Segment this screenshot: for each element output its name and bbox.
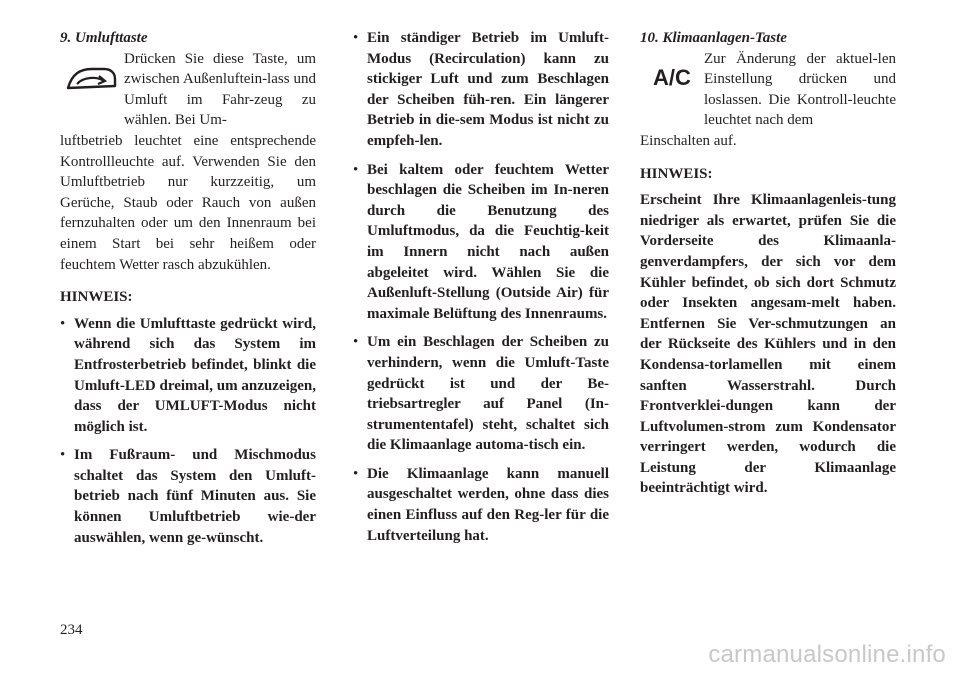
note-list-continued bbox=[353, 28, 609, 546]
column-left bbox=[60, 28, 316, 556]
list-item: • Um ein Beschlagen der Scheiben zu verhindern, wenn die Umluft-Taste gedrückt ist und der Be-triebsartregler auf Panel (In-strumententafel) steht, schaltet sich die Klimaanlage automa-tisch ein. bbox=[353, 332, 609, 456]
watermark: carmanualsonline.info bbox=[708, 641, 946, 668]
note-label: HINWEIS: bbox=[640, 165, 713, 182]
recirculation-icon bbox=[60, 53, 124, 105]
list-item: • Die Klimaanlage kann manuell ausgeschaltet werden, ohne dass dies einen Einfluss auf den Reg-ler für die Luftverteilung hat. bbox=[353, 464, 609, 546]
section-heading-recirculation: 9. Umlufttaste bbox=[60, 30, 148, 46]
ac-icon bbox=[640, 53, 704, 105]
list-item: • Ein ständiger Betrieb im Umluft-Modus (Recirculation) kann zu stickiger Luft und zum Beschlagen der Scheiben füh-ren. Ein längerer Betrieb in die-sem Modus ist nicht zu empfeh-len. bbox=[353, 28, 609, 152]
section-heading-ac: 10. Klimaanlagen-Taste bbox=[640, 30, 787, 46]
column-right bbox=[640, 28, 896, 499]
recirculation-intro-text: Drücken Sie diese Taste, um zwischen Außenluftein-lass und Umluft im Fahr-zeug zu wählen. Bei Um- bbox=[124, 50, 316, 129]
recirculation-description: luftbetrieb leuchtet eine entsprechende Kontrollleuchte auf. Verwenden Sie den Umluftbetrieb nur kurzzeitig, um Gerüche, Staub oder Rauch von außen fernzuhalten oder um den Innenraum bei einem Start bei sehr heißem oder feuchtem Wetter rasch abzukühlen. bbox=[60, 132, 316, 273]
list-item: • Wenn die Umlufttaste gedrückt wird, während sich das System im Entfrosterbetrieb befindet, blinkt die Umluft-LED dreimal, um anzuzeigen, dass der UMLUFT-Modus nicht möglich ist. bbox=[60, 314, 316, 438]
note-label: HINWEIS: bbox=[60, 289, 133, 306]
ac-intro-text: Zur Änderung der aktuel-len Einstellung drücken und loslassen. Die Kontroll-leuchte leuchtet nach dem bbox=[704, 50, 896, 129]
list-item: • Bei kaltem oder feuchtem Wetter beschlagen die Scheiben im In-neren durch die Benutzung des Umluftmodus, da die Feuchtig-keit im Innern nicht nach außen abgeleitet wird. Wählen Sie die Außenluft-Stellung (Outside Air) für maximale Belüftung des Innenraums. bbox=[353, 160, 609, 325]
ac-intro bbox=[640, 49, 896, 131]
recirculation-intro bbox=[60, 49, 316, 131]
ac-icon-label: A/C bbox=[653, 65, 691, 91]
ac-note-text: Erscheint Ihre Klimaanlagenleis-tung niedriger als erwartet, prüfen Sie die Vorderseite des Klimaanla-genverdampfers, der sich vor dem Kühler befindet, ob sich dort Schmutz oder Insekten angesam-melt haben. Entfernen Sie Ver-schmutzungen an der Rückseite des Kühlers und in den Kondensa-torlamellen mit einem sanften Wasserstrahl. Durch Frontverklei-dungen kann der Luftvolumen-strom zum Kondensator verringert werden, wodurch die Leistung der Klimaanlage beeinträchtigt wird. bbox=[640, 192, 896, 497]
column-middle bbox=[353, 28, 609, 554]
page-number: 234 bbox=[60, 622, 83, 638]
list-item: • Im Fußraum- und Mischmodus schaltet das System den Umluft-betrieb nach fünf Minuten aus. Sie können Umluftbetrieb wie-der auswählen, wenn ge-wünscht. bbox=[60, 445, 316, 548]
recirculation-icon-graphic bbox=[64, 64, 120, 94]
note-list bbox=[60, 314, 316, 549]
ac-description: Einschalten auf. bbox=[640, 132, 737, 149]
